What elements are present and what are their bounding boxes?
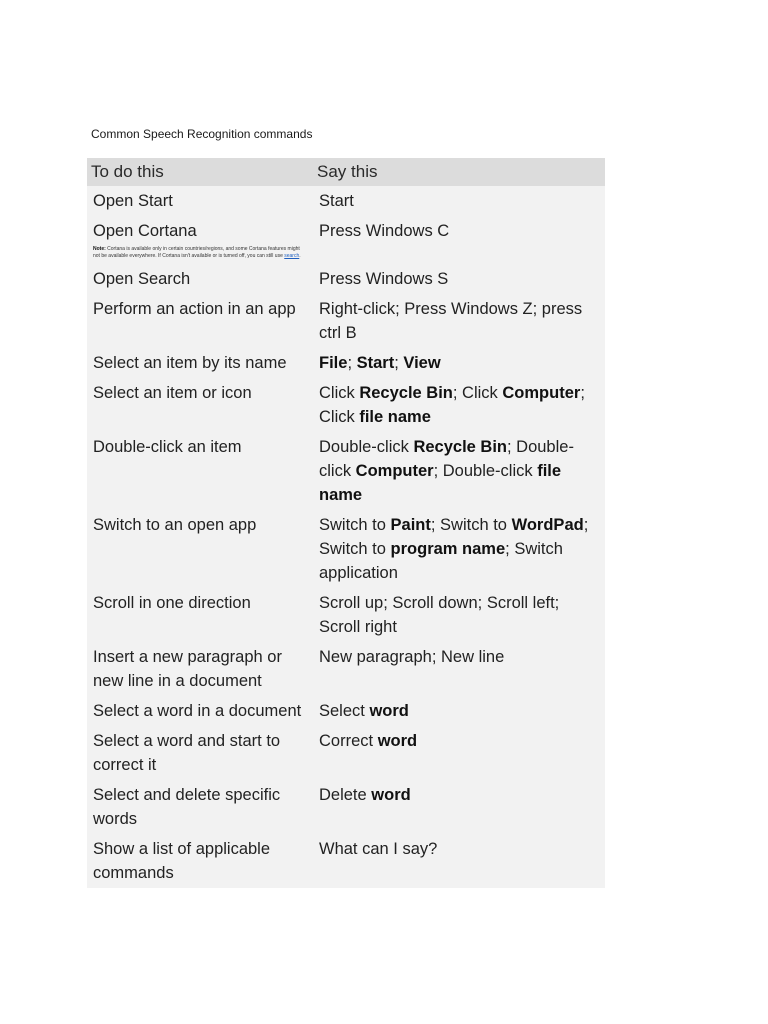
say-cell — [313, 348, 605, 378]
todo-cell: Select and delete specific words — [87, 780, 313, 834]
todo-cell: Open Cortana — [87, 216, 313, 246]
command-keyword: WordPad — [511, 516, 584, 534]
note-label: Note: — [93, 246, 106, 252]
say-cell — [313, 510, 605, 588]
table-header-row — [87, 158, 605, 186]
todo-cell: Show a list of applicable commands — [87, 834, 313, 888]
todo-cell: Double-click an item — [87, 432, 313, 510]
say-cell — [313, 378, 605, 432]
note-end: . — [299, 253, 301, 259]
command-keyword: Computer — [502, 384, 581, 402]
command-text: Select — [319, 702, 370, 720]
command-text: Start — [319, 192, 354, 210]
command-text: Correct — [319, 732, 378, 750]
command-text: ; Double-click — [319, 438, 574, 480]
todo-cell: Switch to an open app — [87, 510, 313, 588]
say-cell — [313, 216, 605, 246]
command-keyword: View — [403, 354, 441, 372]
todo-cell: Insert a new paragraph or new line in a document — [87, 642, 313, 696]
command-text: ; Click — [319, 384, 585, 426]
say-cell — [313, 588, 605, 642]
speech-commands-table — [87, 158, 605, 888]
cortana-note — [87, 246, 313, 264]
todo-cell: Open Start — [87, 186, 313, 216]
command-text: ; Switch to — [319, 516, 589, 558]
table-row — [87, 264, 605, 294]
table-row — [87, 726, 605, 780]
todo-cell: Scroll in one direction — [87, 588, 313, 642]
todo-cell: Open Search — [87, 264, 313, 294]
table-row — [87, 510, 605, 588]
table-body — [87, 186, 605, 888]
table-row — [87, 378, 605, 432]
todo-cell: Select an item by its name — [87, 348, 313, 378]
command-text: ; Switch to — [430, 516, 512, 534]
command-text: ; — [347, 354, 357, 372]
column-header-todo: To do this — [87, 158, 313, 186]
command-text: Click — [319, 384, 360, 402]
command-text: Press Windows S — [319, 270, 449, 288]
command-text: ; — [394, 354, 404, 372]
table-row — [87, 348, 605, 378]
command-keyword: Recycle Bin — [413, 438, 507, 456]
todo-cell: Perform an action in an app — [87, 294, 313, 348]
command-keyword: File — [319, 354, 348, 372]
command-keyword: program name — [390, 540, 506, 558]
todo-cell: Select an item or icon — [87, 378, 313, 432]
command-text: ; Click — [452, 384, 503, 402]
say-cell — [313, 642, 605, 696]
command-keyword: Paint — [390, 516, 431, 534]
command-text: Switch to — [319, 516, 391, 534]
say-cell — [313, 834, 605, 888]
say-cell — [313, 726, 605, 780]
say-cell — [313, 294, 605, 348]
command-keyword: Recycle Bin — [359, 384, 453, 402]
command-keyword: word — [369, 702, 409, 720]
command-text: ; Switch application — [319, 540, 563, 582]
note-row — [87, 246, 605, 264]
table-row — [87, 588, 605, 642]
table-row — [87, 780, 605, 834]
todo-cell: Select a word in a document — [87, 696, 313, 726]
table-row — [87, 696, 605, 726]
table-row — [87, 294, 605, 348]
say-cell — [313, 780, 605, 834]
table-row — [87, 186, 605, 216]
say-cell — [313, 696, 605, 726]
say-cell — [313, 186, 605, 216]
command-text: Double-click — [319, 438, 414, 456]
command-text: Delete — [319, 786, 372, 804]
table-row — [87, 642, 605, 696]
command-text: Press Windows C — [319, 222, 450, 240]
command-keyword: file name — [319, 462, 562, 504]
column-header-say: Say this — [313, 158, 605, 186]
search-link[interactable]: search — [284, 253, 300, 259]
command-keyword: file name — [359, 408, 431, 426]
table-row — [87, 216, 605, 246]
command-text: Scroll up; Scroll down; Scroll left; Scroll right — [319, 594, 560, 636]
command-text: ; Double-click — [433, 462, 538, 480]
command-keyword: Start — [356, 354, 395, 372]
command-text: Right-click; Press Windows Z; press ctrl B — [319, 300, 583, 342]
todo-cell: Select a word and start to correct it — [87, 726, 313, 780]
command-keyword: word — [377, 732, 418, 750]
say-cell — [313, 432, 605, 510]
command-text: New paragraph; New line — [319, 648, 505, 666]
note-text: Cortana is available only in certain countries/regions, and some Cortana features might not be available everywhere. If Cortana isn't available or is turned off, you can still use — [93, 246, 300, 259]
say-cell — [313, 264, 605, 294]
note-empty-cell — [313, 246, 605, 264]
command-keyword: Computer — [355, 462, 434, 480]
table-row — [87, 834, 605, 888]
command-text: What can I say? — [319, 840, 438, 858]
table-row — [87, 432, 605, 510]
command-keyword: word — [371, 786, 411, 804]
page-title: Common Speech Recognition commands — [91, 127, 313, 141]
